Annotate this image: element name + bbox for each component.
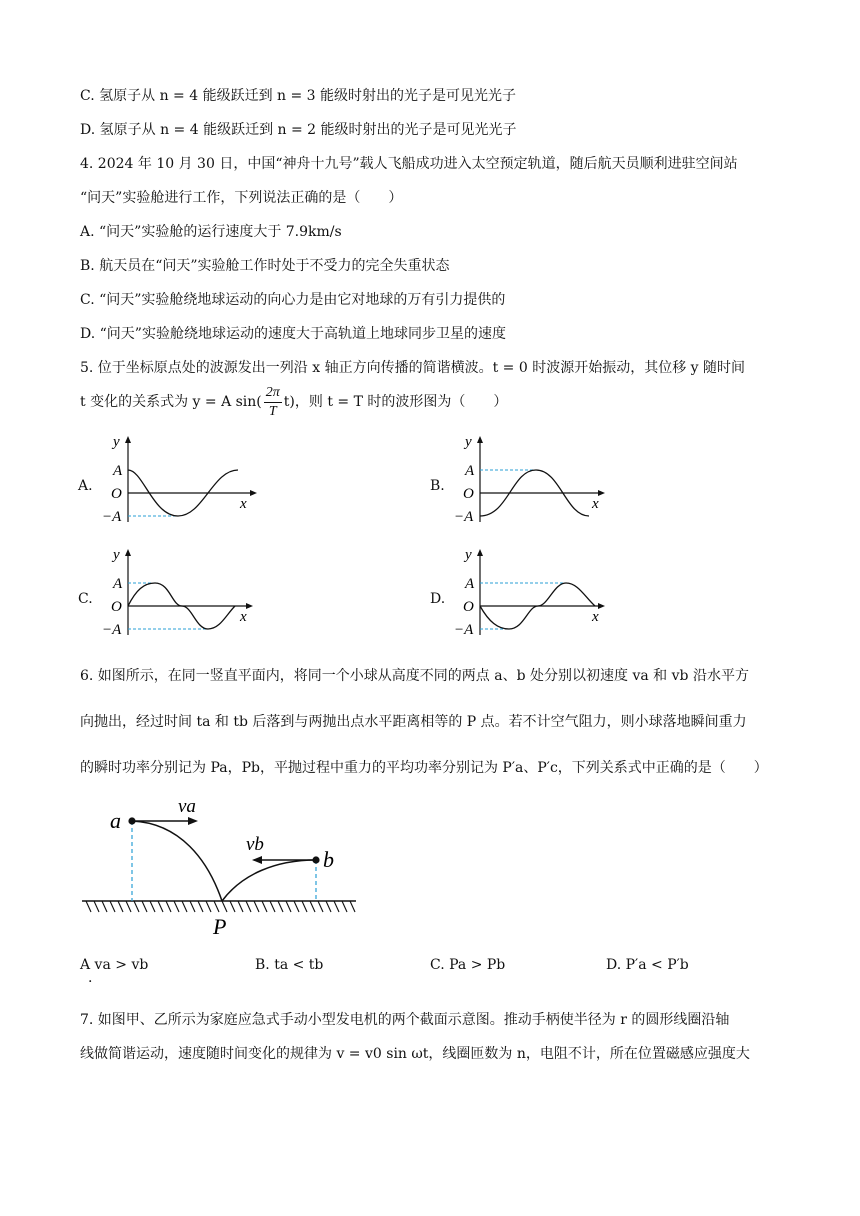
q4-option-c: C. “问天”实验舱绕地球运动的向心力是由它对地球的万有引力提供的 — [80, 292, 506, 308]
q6-stem-line3: 的瞬时功率分别记为 Pa，Pb，平抛过程中重力的平均功率分别记为 P′a、P′c，下列关系式中正确的是（ ） — [80, 760, 768, 776]
trajectory-b — [222, 860, 316, 901]
q4-option-d: D. “问天”实验舱绕地球运动的速度大于高轨道上地球同步卫星的速度 — [80, 326, 506, 342]
q5-fraction-numerator: 2π — [264, 384, 282, 403]
q6-option-a: A va > vb — [80, 957, 149, 973]
arrow-va — [188, 817, 198, 825]
q5-graph-label-a: A. — [78, 478, 93, 494]
q5-graph-a — [100, 432, 260, 532]
arrow-vb — [252, 856, 262, 864]
q5-graph-b — [452, 432, 612, 532]
q5-fraction-denominator: T — [268, 403, 277, 419]
q5-graph-c — [100, 545, 260, 645]
x-axis-label: x — [592, 609, 599, 625]
q5-graph-label-b: B. — [430, 478, 445, 494]
x-axis-label: x — [240, 609, 247, 625]
q7-stem-line1: 7. 如图甲、乙所示为家庭应急式手动小型发电机的两个截面示意图。推动手柄使半径为 r 的圆形线圈沿轴 — [80, 1012, 730, 1028]
q4-stem-line2: “问天”实验舱进行工作，下列说法正确的是（ ） — [80, 190, 403, 206]
amplitude-label: A — [113, 463, 123, 479]
amplitude-label: A — [465, 463, 475, 479]
origin-label: O — [463, 599, 474, 615]
label-vb: vb — [246, 834, 264, 855]
q6-option-a-dot: . — [88, 970, 93, 986]
q5-stem-line2 — [80, 382, 507, 422]
q4-option-a: A. “问天”实验舱的运行速度大于 7.9km/s — [80, 224, 342, 240]
amplitude-label: A — [113, 576, 123, 592]
q5-graph-label-d: D. — [430, 591, 446, 607]
q5-stem-line2-end: t)，则 t = T 时的波形图为（ ） — [283, 394, 508, 410]
trajectory-a — [132, 821, 222, 901]
q4-stem-line1: 4. 2024 年 10 月 30 日，中国“神舟十九号”载人飞船成功进入太空预定轨道，随后航天员顺利进驻空间站 — [80, 156, 738, 172]
y-axis-label: y — [113, 547, 120, 563]
q3-option-d: D. 氢原子从 n = 4 能级跃迁到 n = 2 能级时射出的光子是可见光光子 — [80, 122, 517, 138]
label-p: P — [213, 914, 227, 939]
q6-option-d: D. P′a < P′b — [606, 957, 689, 973]
q6-option-b: B. ta < tb — [255, 957, 324, 973]
q5-graph-label-c: C. — [78, 591, 93, 607]
y-axis-label: y — [113, 434, 120, 450]
origin-label: O — [463, 486, 474, 502]
q6-projectile-figure — [80, 790, 370, 940]
amplitude-label: A — [465, 576, 475, 592]
q4-option-b: B. 航天员在“问天”实验舱工作时处于不受力的完全失重状态 — [80, 258, 450, 274]
neg-amplitude-label: −A — [454, 509, 474, 525]
y-axis-label: y — [465, 434, 472, 450]
x-axis-label: x — [592, 496, 599, 512]
q5-stem-line2-start: t 变化的关系式为 y = A sin( — [80, 394, 262, 410]
origin-label: O — [111, 486, 122, 502]
origin-label: O — [111, 599, 122, 615]
y-axis-label: y — [465, 547, 472, 563]
label-b: b — [323, 847, 334, 872]
q5-fraction — [264, 384, 282, 421]
q6-stem-line1: 6. 如图所示，在同一竖直平面内，将同一个小球从高度不同的两点 a、b 处分别以初速度 va 和 vb 沿水平方 — [80, 668, 749, 684]
neg-amplitude-label: −A — [102, 509, 122, 525]
q5-stem-line1: 5. 位于坐标原点处的波源发出一列沿 x 轴正方向传播的简谐横波。t = 0 时波源开始振动，其位移 y 随时间 — [80, 360, 746, 376]
neg-amplitude-label: −A — [454, 622, 474, 638]
q7-stem-line2: 线做简谐运动，速度随时间变化的规律为 v = v0 sin ωt，线圈匝数为 n，电阻不计，所在位置磁感应强度大 — [80, 1046, 750, 1062]
label-va: va — [178, 796, 196, 817]
q6-option-c: C. Pa > Pb — [430, 957, 506, 973]
q5-graph-d — [452, 545, 612, 645]
q6-stem-line2: 向抛出，经过时间 ta 和 tb 后落到与两抛出点水平距离相等的 P 点。若不计空气阻力，则小球落地瞬间重力 — [80, 714, 747, 730]
label-a: a — [110, 808, 121, 833]
q3-option-c: C. 氢原子从 n = 4 能级跃迁到 n = 3 能级时射出的光子是可见光光子 — [80, 88, 517, 104]
x-axis-label: x — [240, 496, 247, 512]
neg-amplitude-label: −A — [102, 622, 122, 638]
